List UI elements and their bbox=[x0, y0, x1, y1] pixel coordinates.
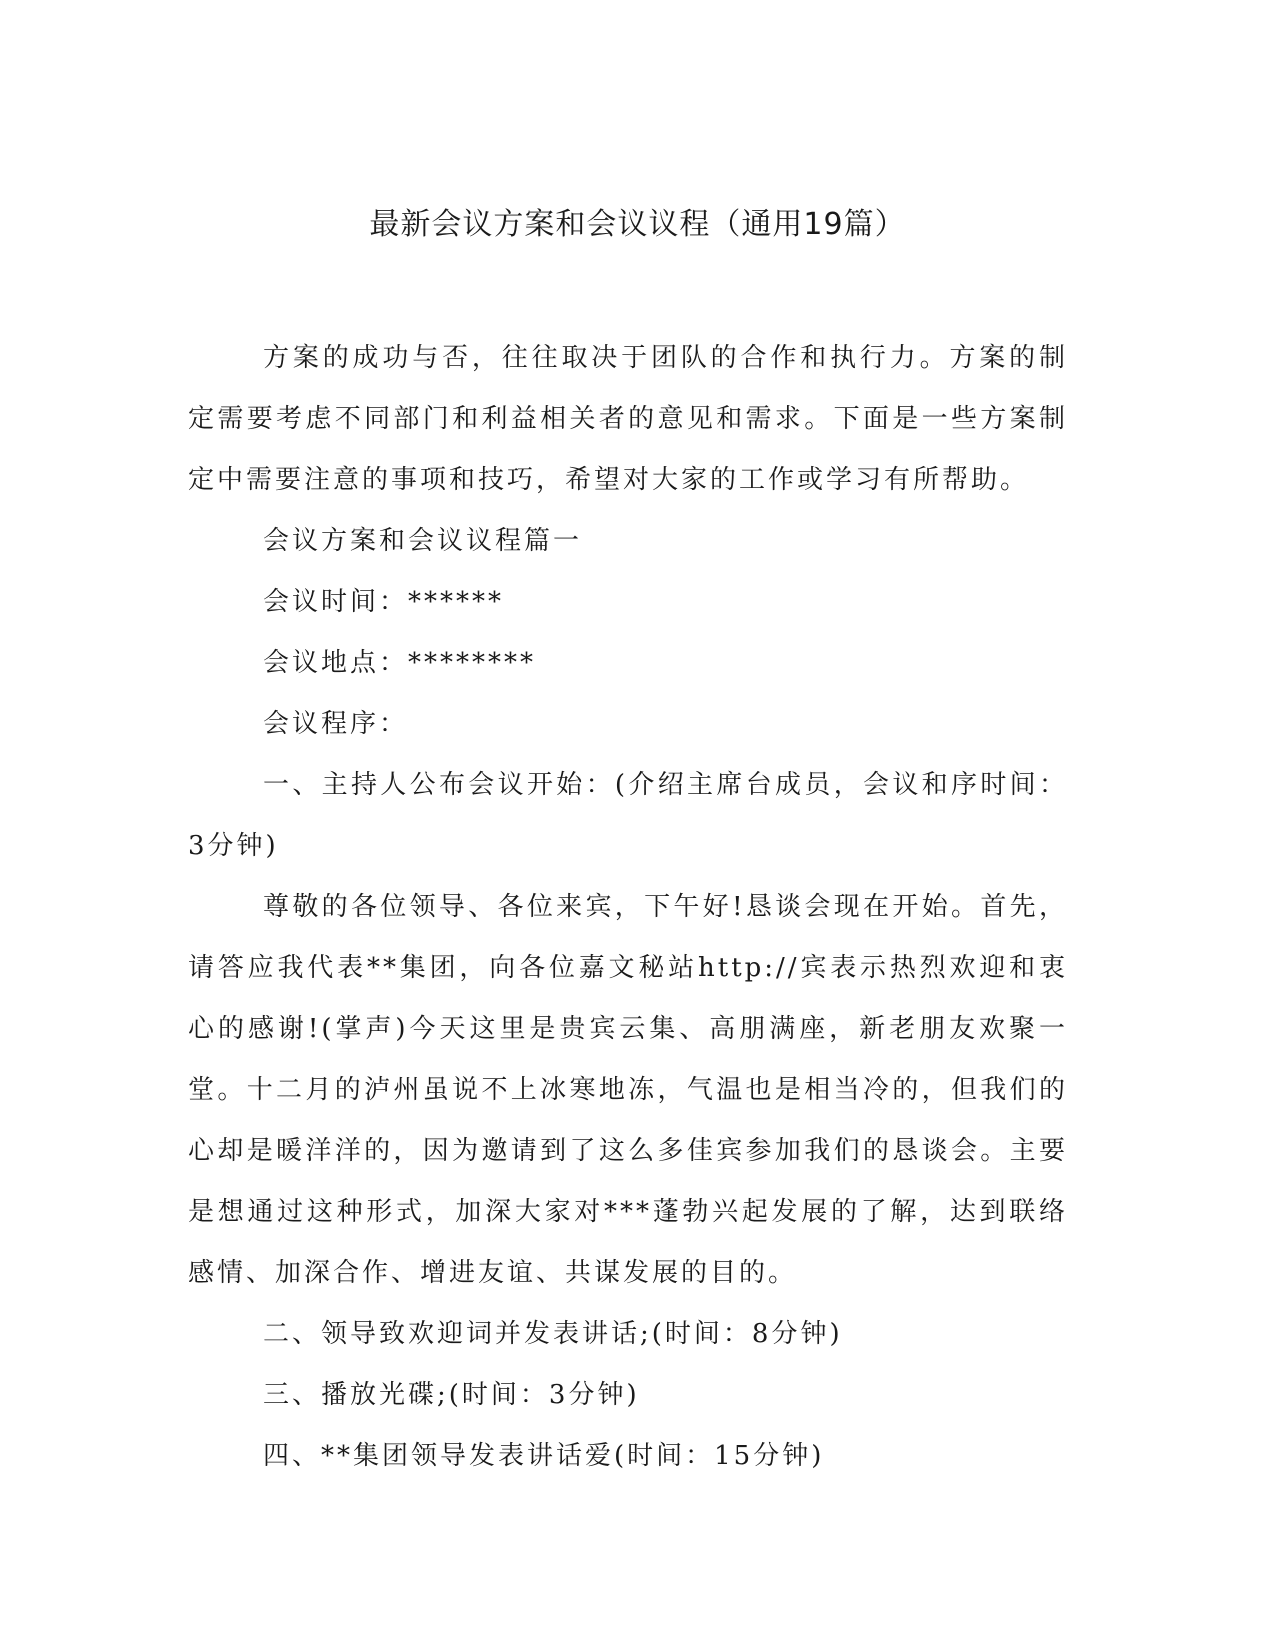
section-heading: 会议方案和会议议程篇一 bbox=[263, 526, 583, 556]
document-body bbox=[188, 328, 1068, 1487]
agenda-item-3: 三、播放光碟;(时间：3分钟) bbox=[263, 1380, 640, 1410]
meeting-location: 会议地点：******** bbox=[263, 648, 537, 678]
intro-paragraph: 方案的成功与否，往往取决于团队的合作和执行力。方案的制定需要考虑不同部门和利益相关者的意见和需求。下面是一些方案制定中需要注意的事项和技巧，希望对大家的工作或学习有所帮助。 bbox=[188, 343, 1068, 495]
document-title: 最新会议方案和会议议程（通用19篇） bbox=[369, 207, 906, 242]
agenda-item-4: 四、**集团领导发表讲话爱(时间：15分钟) bbox=[263, 1441, 825, 1471]
agenda-item-1: 一、主持人公布会议开始：(介绍主席台成员，会议和序时间：3分钟) bbox=[188, 770, 1068, 861]
agenda-item-2: 二、领导致欢迎词并发表讲话;(时间：8分钟) bbox=[263, 1319, 843, 1349]
meeting-time: 会议时间：****** bbox=[263, 587, 505, 617]
welcome-speech-paragraph: 尊敬的各位领导、各位来宾，下午好!恳谈会现在开始。首先，请答应我代表**集团，向各位嘉文秘站http://宾表示热烈欢迎和衷心的感谢!(掌声)今天这里是贵宾云集、高朋满座，新老朋友欢聚一堂。十二月的泸州虽说不上冰寒地冻，气温也是相当冷的，但我们的心却是暖洋洋的，因为邀请到了这么多佳宾参加我们的恳谈会。主要是想通过这种形式，加深大家对***蓬勃兴起发展的了解，达到联络感情、加深合作、增进友谊、共谋发展的目的。 bbox=[188, 892, 1068, 1288]
meeting-procedure-label: 会议程序： bbox=[263, 709, 409, 739]
